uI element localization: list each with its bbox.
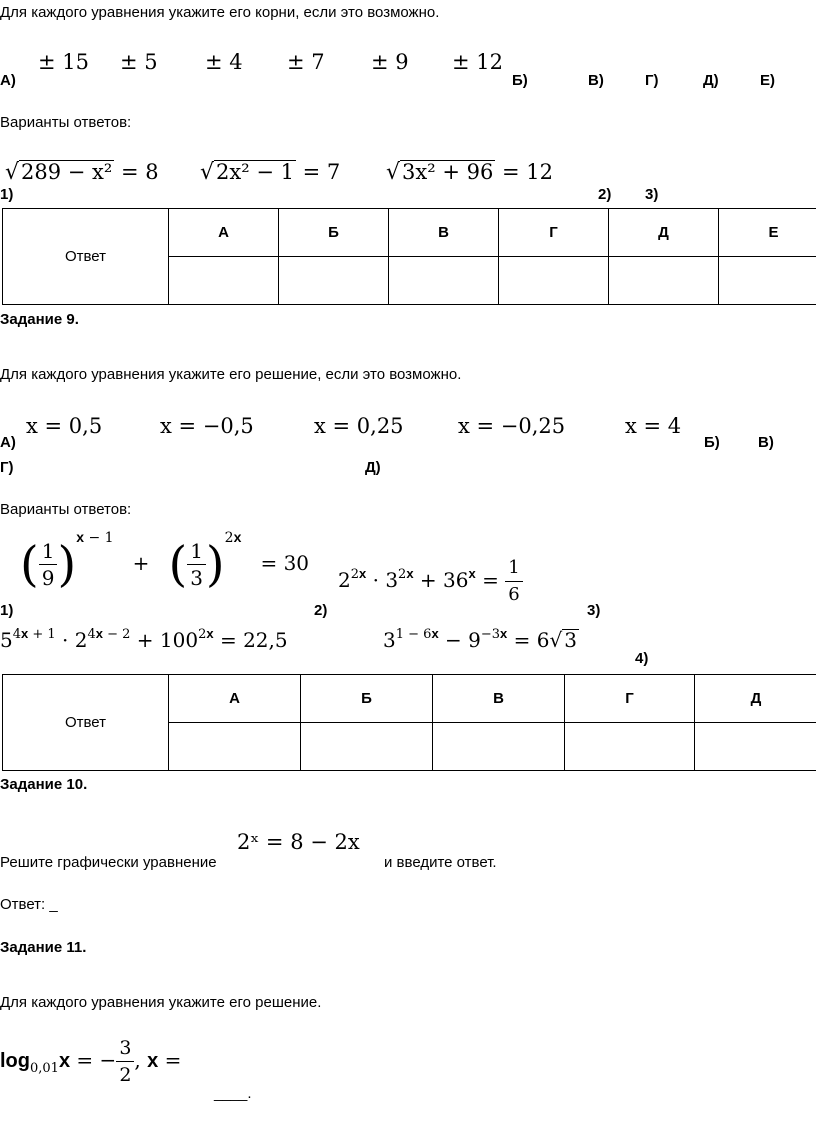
radical-equation-3: √3x² + 96 = 12 [386,160,554,185]
exp-equation-1: ( $\frac{1}{9}$ )$^{x - 1}$ + ( $\frac{1}{3}$ )$^{2x}$ = 30 [20,529,310,593]
task10-prompt-after: и введите ответ. [384,854,497,871]
exp-equation-3: $5^{4x + 1} \cdot 2^{4x - 2} + 100^{2x} = 22,5$ [0,626,288,652]
header-d: Д [609,209,719,257]
instruction-roots: Для каждого уравнения укажите его корни, если это возможно. [0,4,440,21]
solution-a: x = 0,5 [26,414,103,438]
variants-title: Варианты ответов: [0,114,132,131]
answer-table-9 [2,674,816,771]
solution-v: x = 0,25 [314,414,404,438]
root-value-f: ± 12 [452,50,503,74]
task9-answer-cell-g[interactable] [565,723,695,771]
root-value-e: ± 9 [371,50,409,74]
task9-label-a: А) [0,434,16,451]
rhs-1: = 8 [121,160,159,184]
exp-equation-4: $3^{1 - 6x} - 9^{-3x} = 6√$ 3 [383,626,577,652]
task9-option-2: 2) [314,602,328,619]
task10-prompt-before: Решите графически уравнение [0,854,217,871]
header-g: Г [499,209,609,257]
task9-header-b: Б [301,675,433,723]
rhs-3: = 12 [502,160,554,184]
radicand-3: 3x² + 96 [402,160,494,184]
rhs-2: = 7 [302,160,341,184]
answer-table-8 [2,208,816,305]
solution-g: x = −0,25 [458,414,566,438]
task10-title: Задание 10. [0,776,88,793]
task9-instruction: Для каждого уравнения укажите его решение, если это возможно. [0,366,462,383]
task11-instruction: Для каждого уравнения укажите его решение. [0,994,322,1011]
header-v: В [389,209,499,257]
task9-label-b: Б) [704,434,720,451]
root-value-b: ± 5 [120,50,158,74]
task9-answer-cell-a[interactable] [169,723,301,771]
task9-answer-cell-v[interactable] [433,723,565,771]
task9-header-v: В [433,675,565,723]
task9-label-d: Д) [365,459,381,476]
solution-d: x = 4 [625,414,682,438]
task9-option-4: 4) [635,650,649,667]
task11-title: Задание 11. [0,939,87,956]
label-a: А) [0,72,16,89]
exp-equation-2: $2^{2x} \cdot 3^{2x} + 36^x$ = $\frac{1}{6}$ [338,555,523,608]
answer-cell-a[interactable] [169,257,279,305]
task9-answer-row-label: Ответ [3,675,169,771]
task9-answer-cell-b[interactable] [301,723,433,771]
task9-header-a: А [169,675,301,723]
radicand-2: 2x² − 1 [216,160,294,184]
task9-label-v: В) [758,434,774,451]
task11-answer-blank[interactable]: ____. [214,1085,252,1102]
task9-answer-cell-d[interactable] [695,723,816,771]
answer-cell-v[interactable] [389,257,499,305]
option-num-3: 3) [645,186,659,203]
label-d: Д) [703,72,719,89]
task9-label-g: Г) [0,459,14,476]
label-v: В) [588,72,604,89]
label-b: Б) [512,72,528,89]
header-b: Б [279,209,389,257]
answer-cell-b[interactable] [279,257,389,305]
log-equation: $\log_{0,01}x$ = − $\frac{3}{2}$ , x = [0,1037,182,1086]
solution-b: x = −0,5 [160,414,254,438]
task9-header-d: Д [695,675,816,723]
task9-header-g: Г [565,675,695,723]
task9-option-1: 1) [0,602,14,619]
task10-equation: 2ˣ = 8 − 2x [237,830,360,854]
answer-cell-e[interactable] [719,257,816,305]
label-g: Г) [645,72,659,89]
label-e: Е) [760,72,775,89]
task9-option-3: 3) [587,602,601,619]
radicand-1: 289 − x² [21,160,113,184]
task10-answer[interactable]: Ответ: _ [0,896,58,913]
option-num-1: 1) [0,186,14,203]
task9-variants-title: Варианты ответов: [0,501,132,518]
answer-row-label: Ответ [3,209,169,305]
header-e: Е [719,209,816,257]
root-value-c: ± 4 [205,50,243,74]
answer-cell-g[interactable] [499,257,609,305]
task9-title: Задание 9. [0,311,79,328]
radical-equation-1: √289 − x² = 8 [5,160,159,185]
root-value-a: ± 15 [38,50,89,74]
radical-equation-2: √2x² − 1 = 7 [200,160,341,185]
option-num-2: 2) [598,186,612,203]
header-a: А [169,209,279,257]
root-value-d: ± 7 [287,50,325,74]
answer-cell-d[interactable] [609,257,719,305]
